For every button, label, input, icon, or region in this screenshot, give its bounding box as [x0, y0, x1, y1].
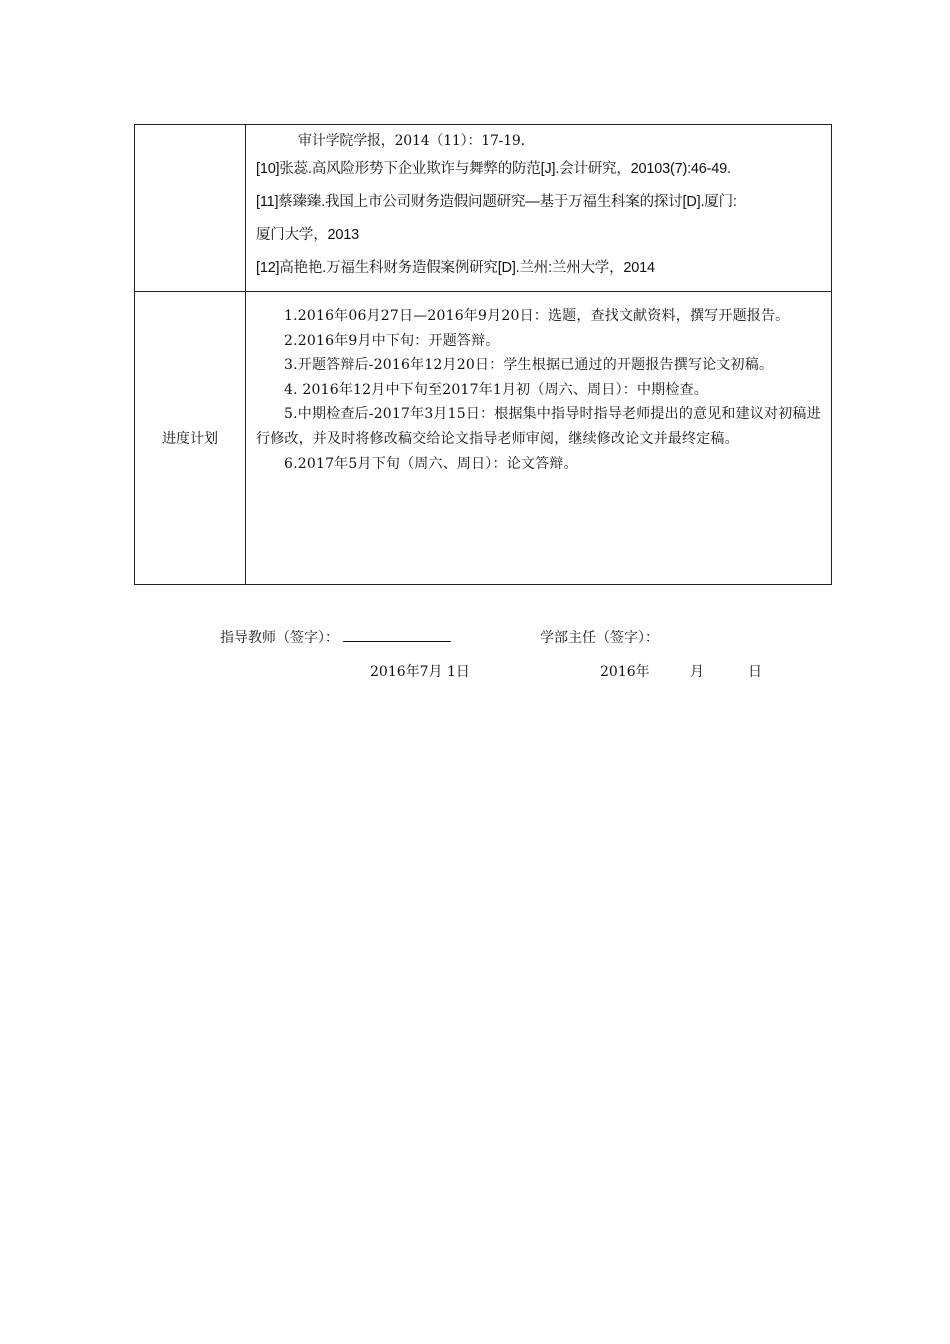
advisor-signature-label: 指导教师（签字）：: [220, 630, 339, 646]
schedule-item: 5.中期检查后-2017年3月15日：根据集中指导时指导老师提出的意见和建议对初稿进行修改，并及时将修改稿交给论文指导老师审阅，继续修改论文并最终定稿。: [256, 406, 821, 447]
references-row: [135, 125, 832, 292]
director-date-year: 2016年: [600, 664, 650, 680]
proposal-form-table: [134, 124, 832, 585]
reference-line: [11]蔡臻臻.我国上市公司财务造假问题研究—基于万福生科案的探讨[D].厦门:: [256, 194, 737, 210]
director-signature: [540, 627, 659, 647]
reference-line: [12]高艳艳.万福生科财务造假案例研究[D].兰州:兰州大学，2014: [256, 260, 655, 276]
references-content-cell: [246, 125, 832, 292]
director-signature-label: 学部主任（签字）：: [540, 630, 659, 646]
director-date-month: 月: [690, 664, 704, 680]
schedule-row: [135, 292, 832, 585]
schedule-label: 进度计划: [135, 292, 246, 585]
schedule-item: 4. 2016年12月中下旬至2017年1月初（周六、周日）：中期检查。: [284, 381, 708, 398]
advisor-signature-line[interactable]: [343, 627, 451, 642]
reference-line: 厦门大学，2013: [256, 227, 359, 243]
schedule-item: 3.开题答辩后-2016年12月20日：学生根据已通过的开题报告撰写论文初稿。: [284, 357, 774, 374]
schedule-content-cell: [246, 292, 832, 585]
schedule-item: 2.2016年9月中下旬：开题答辩。: [284, 332, 500, 349]
reference-line: [10]张蕊.高风险形势下企业欺诈与舞弊的防范[J].会计研究，20103(7):46-49.: [256, 161, 731, 177]
director-date-day: 日: [748, 664, 762, 680]
advisor-signature: [220, 627, 451, 647]
reference-line: 审计学院学报，2014（11）：17-19.: [298, 133, 525, 149]
schedule-item: 6.2017年5月下旬（周六、周日）：论文答辩。: [284, 455, 578, 472]
advisor-date: 2016年7月 1日: [370, 664, 470, 680]
schedule-item: 1.2016年06月27日—2016年9月20日：选题，查找文献资料，撰写开题报告。: [284, 308, 790, 324]
references-label-cell: [135, 125, 246, 292]
